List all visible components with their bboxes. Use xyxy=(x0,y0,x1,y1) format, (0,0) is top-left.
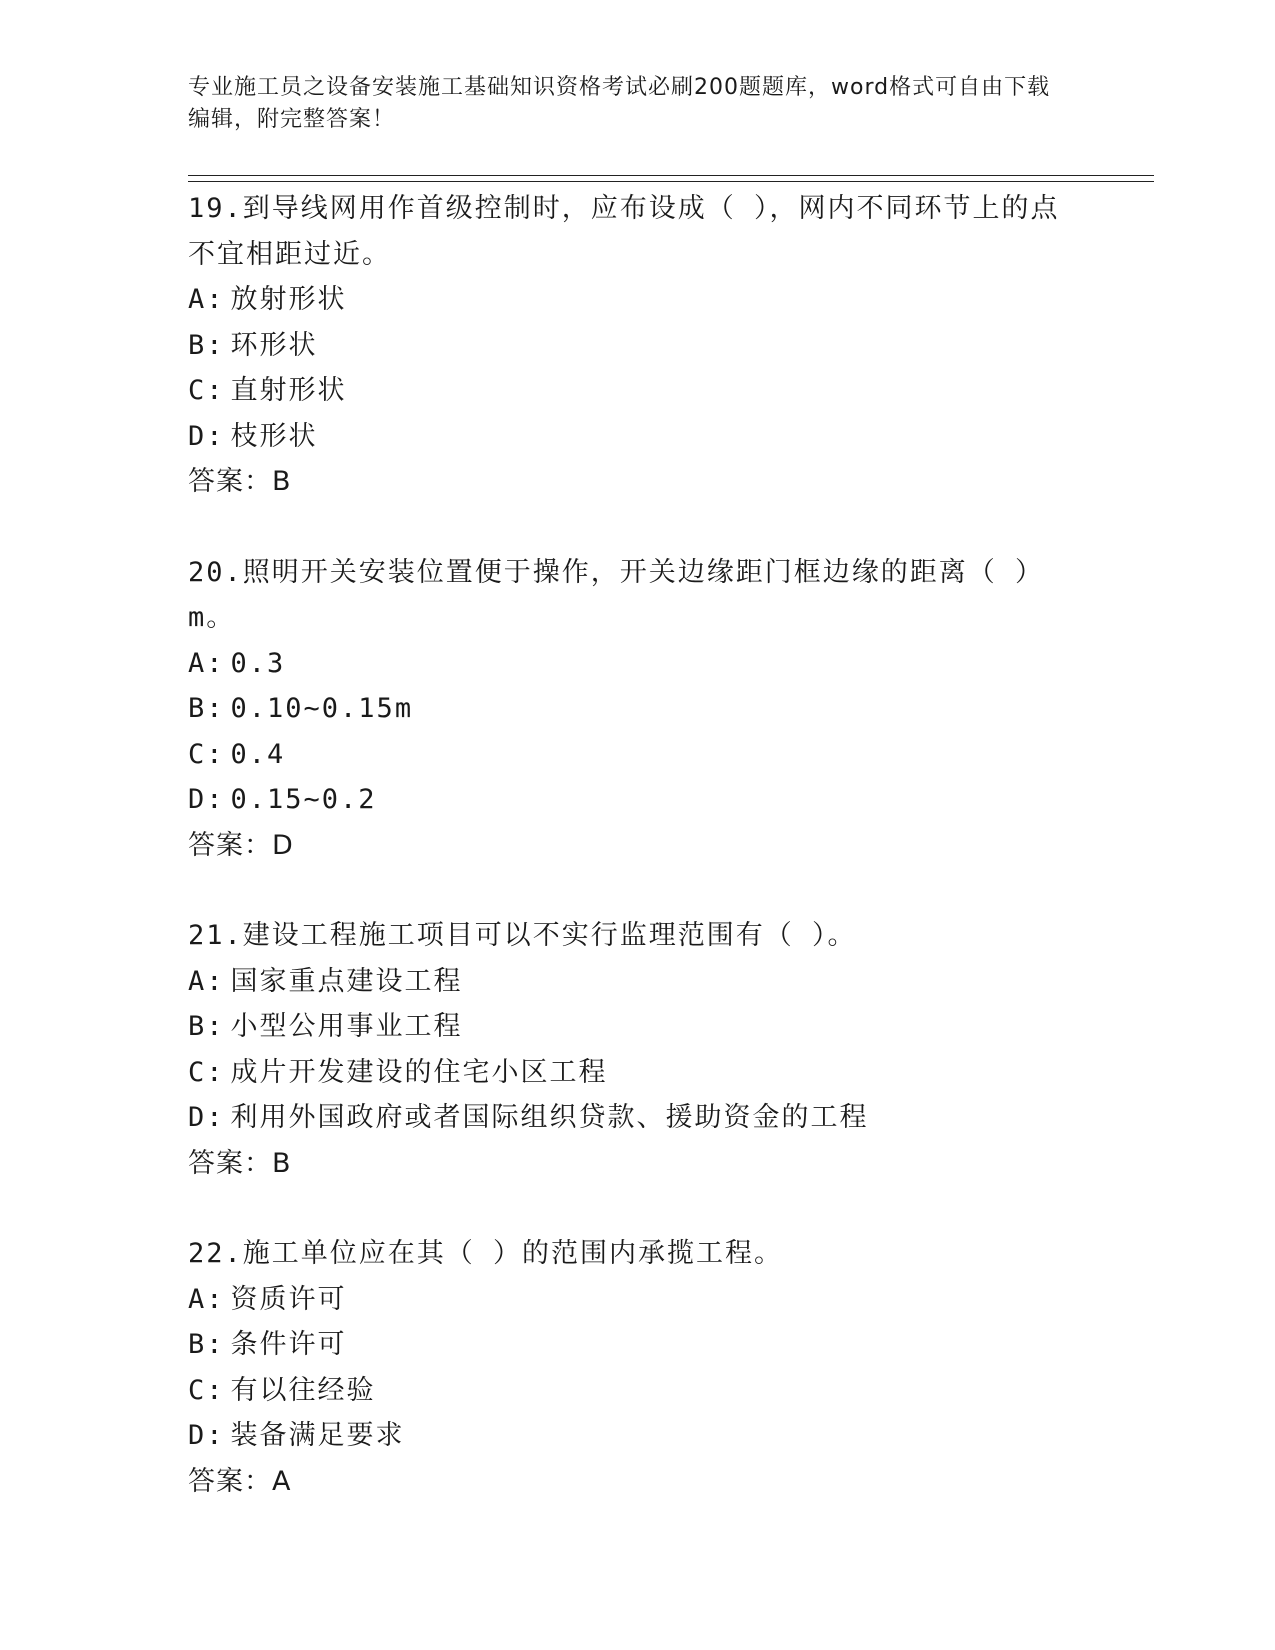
option-letter: A: xyxy=(188,965,225,997)
option-text: 国家重点建设工程 xyxy=(230,965,463,997)
question-20 xyxy=(188,550,1068,869)
option-text: 0.3 xyxy=(230,647,286,679)
option-text: 小型公用事业工程 xyxy=(230,1011,463,1042)
option-letter: A: xyxy=(188,1283,225,1315)
option-text: 利用外国政府或者国际组织贷款、援助资金的工程 xyxy=(230,1102,869,1133)
question-list xyxy=(188,186,1068,1504)
question-stem: 21.建设工程施工项目可以不实行监理范围有（ ）。 xyxy=(188,920,857,951)
option-text: 有以往经验 xyxy=(230,1374,376,1406)
option-letter: C: xyxy=(188,1056,225,1088)
header-divider-top xyxy=(188,175,1154,176)
option-letter: D: xyxy=(188,420,225,452)
option-letter: C: xyxy=(188,375,225,406)
option-letter: D: xyxy=(188,784,225,815)
question-stem: 19.到导线网用作首级控制时，应布设成（ ），网内不同环节上的点不宜相距过近。 xyxy=(188,193,1060,270)
option-d xyxy=(188,414,1068,460)
option-c xyxy=(188,368,1068,414)
option-a xyxy=(188,641,1068,687)
option-d xyxy=(188,777,1068,823)
option-d xyxy=(188,1413,1068,1459)
option-c xyxy=(188,1368,1068,1414)
option-a xyxy=(188,277,1068,323)
option-letter: C: xyxy=(188,738,225,770)
option-letter: B: xyxy=(188,1011,225,1042)
option-text: 0.4 xyxy=(230,738,286,770)
option-text: 直射形状 xyxy=(230,375,347,406)
option-letter: B: xyxy=(188,1329,225,1360)
question-stem: 20.照明开关安装位置便于操作，开关边缘距门框边缘的距离（ ）m。 xyxy=(188,556,1045,633)
option-b xyxy=(188,1004,1068,1050)
option-text: 装备满足要求 xyxy=(230,1420,405,1451)
question-22 xyxy=(188,1231,1068,1504)
question-19 xyxy=(188,186,1068,505)
answer-line: 答案：D xyxy=(188,829,294,861)
option-text: 环形状 xyxy=(230,329,318,361)
option-text: 0.15~0.2 xyxy=(230,784,377,815)
answer-line: 答案：B xyxy=(188,466,292,497)
option-letter: C: xyxy=(188,1374,225,1406)
answer-line: 答案：A xyxy=(188,1465,292,1497)
option-c xyxy=(188,1050,1068,1096)
option-b xyxy=(188,686,1068,732)
option-letter: A: xyxy=(188,284,225,315)
option-b xyxy=(188,1322,1068,1368)
option-text: 枝形状 xyxy=(230,420,318,452)
option-letter: A: xyxy=(188,647,225,679)
option-text: 资质许可 xyxy=(230,1283,347,1315)
option-a xyxy=(188,1277,1068,1323)
option-letter: D: xyxy=(188,1102,225,1133)
option-a xyxy=(188,959,1068,1005)
option-text: 条件许可 xyxy=(230,1329,347,1360)
option-text: 0.10~0.15m xyxy=(230,693,414,724)
question-21 xyxy=(188,913,1068,1186)
option-d xyxy=(188,1095,1068,1141)
option-text: 成片开发建设的住宅小区工程 xyxy=(230,1056,608,1088)
document-header: 专业施工员之设备安装施工基础知识资格考试必刷200题题库，word格式可自由下载编辑，附完整答案！ xyxy=(188,75,1051,132)
option-c xyxy=(188,732,1068,778)
option-letter: B: xyxy=(188,329,225,361)
question-stem: 22.施工单位应在其（ ）的范围内承揽工程。 xyxy=(188,1238,784,1269)
header-divider-bottom xyxy=(188,181,1154,182)
option-b xyxy=(188,323,1068,369)
option-letter: B: xyxy=(188,693,225,724)
answer-line: 答案：B xyxy=(188,1147,292,1179)
option-text: 放射形状 xyxy=(230,284,347,315)
option-letter: D: xyxy=(188,1420,225,1451)
